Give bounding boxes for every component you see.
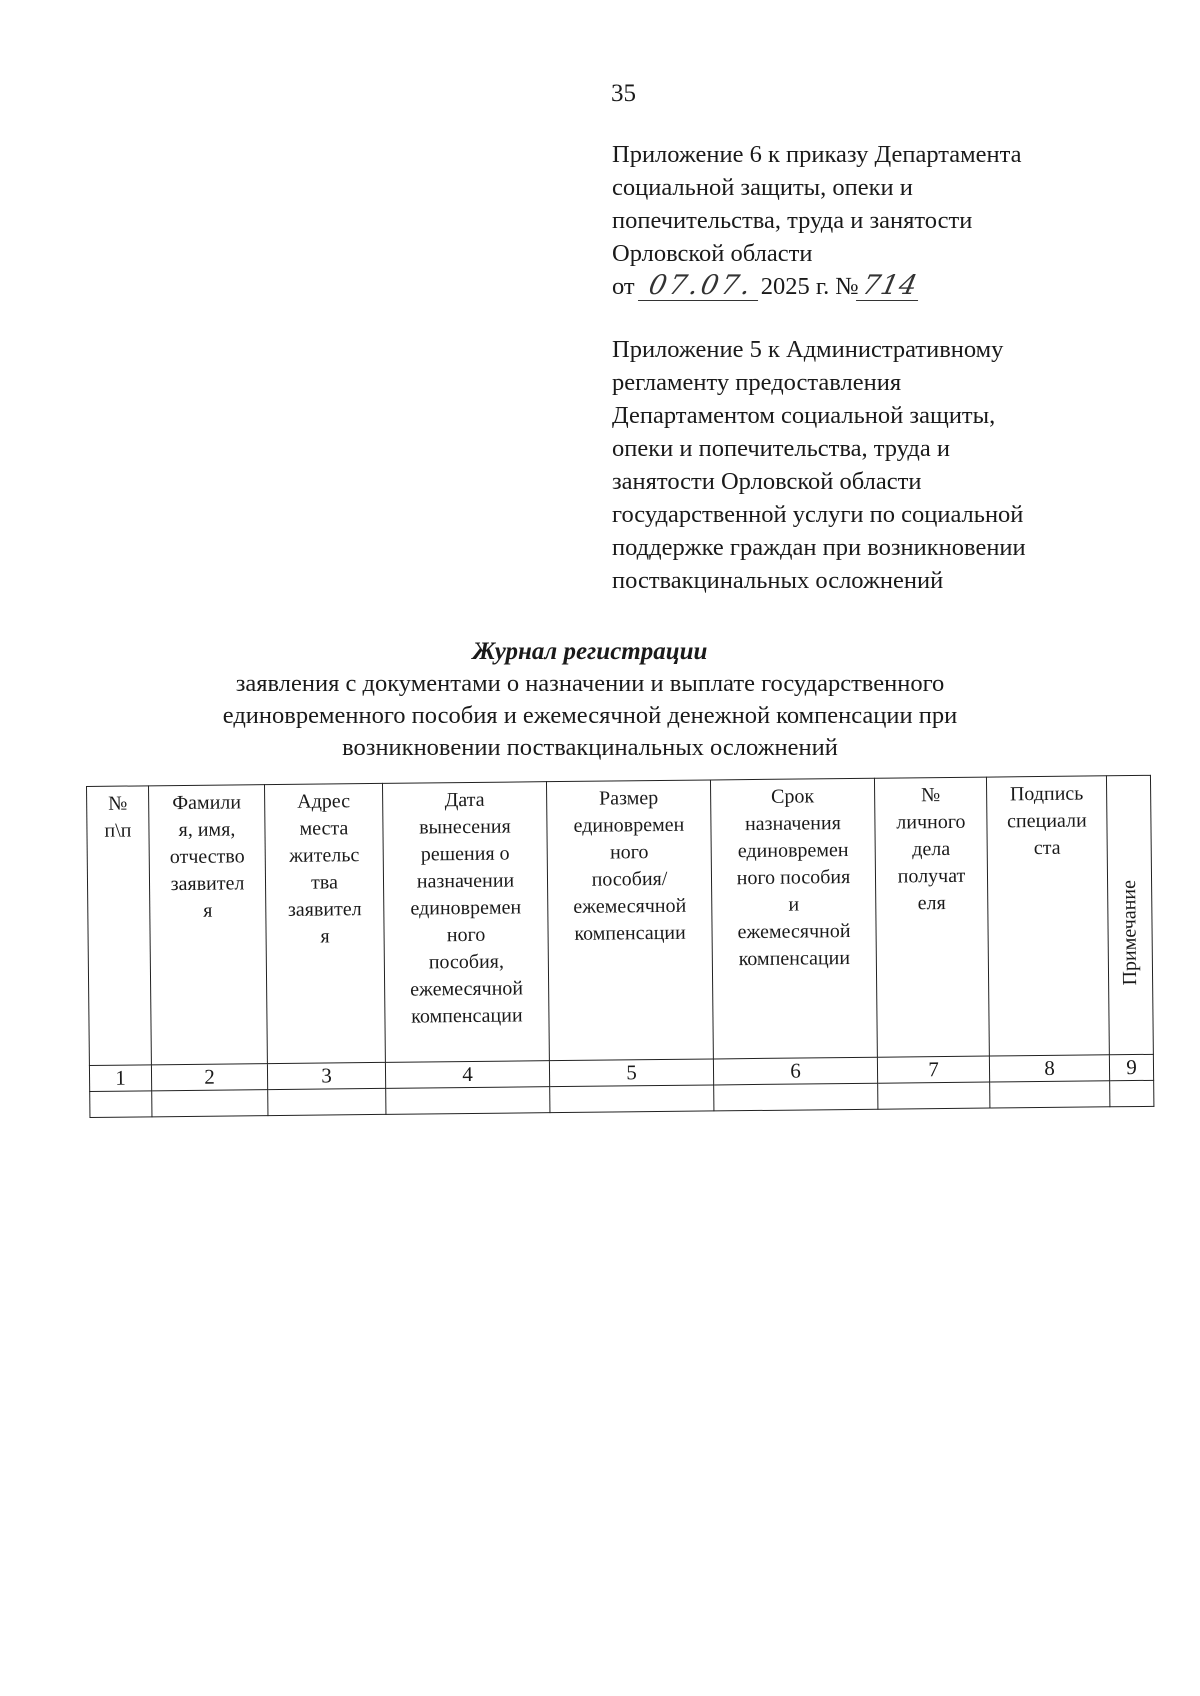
header-cell (546, 780, 713, 1060)
date-suffix: 2025 г. № (760, 273, 859, 300)
column-number: 2 (151, 1063, 267, 1090)
empty-cell (550, 1085, 714, 1113)
header-cell-line: вынесения (419, 815, 511, 839)
header-note-label: Примечание (1118, 880, 1142, 986)
appendix-order-line: Орловской области (612, 240, 813, 267)
date-prefix: от (612, 273, 635, 300)
header-cell (874, 777, 989, 1057)
column-number: 6 (713, 1057, 877, 1085)
journal-subtitle-line: возникновении поствакцинальных осложнений (342, 734, 838, 761)
header-cell (87, 786, 152, 1065)
empty-cell (714, 1083, 878, 1111)
handwritten-order-number: 714 (856, 272, 924, 301)
column-number: 5 (549, 1059, 713, 1087)
appendix-regulation-line: Департаментом социальной защиты, (612, 402, 996, 429)
empty-cell (386, 1087, 550, 1115)
header-cell-line: специали (1006, 809, 1087, 833)
handwritten-date: 07.07. (638, 272, 764, 301)
header-cell-line: ежемесячной (737, 920, 851, 944)
header-cell-line: компенсации (574, 921, 686, 945)
header-cell-line: заявител (287, 898, 362, 921)
empty-cell (878, 1082, 990, 1109)
header-cell-line: я (320, 925, 330, 948)
header-cell-line: ного пособия (736, 866, 851, 890)
header-cell-line: № (920, 784, 941, 807)
order-date-line (612, 270, 1092, 303)
header-cell-line: я, имя, (178, 818, 236, 842)
empty-cell (1110, 1080, 1154, 1107)
header-cell-line: места (299, 817, 349, 840)
header-cell-line: Фамили (172, 791, 242, 815)
appendix-regulation-line: поствакцинальных осложнений (612, 567, 944, 594)
header-cell-line: жительс (289, 844, 360, 867)
registration-journal-table (86, 775, 1153, 1118)
header-cell-line: пособия/ (591, 867, 668, 891)
header-cell (382, 782, 549, 1062)
header-cell (149, 785, 268, 1065)
appendix-order-line: попечительства, труда и занятости (612, 207, 973, 234)
header-cell-line: Размер (598, 787, 659, 810)
header-cell-line: ста (1033, 836, 1061, 860)
column-number: 9 (1109, 1054, 1153, 1081)
header-cell-line: Подпись (1009, 782, 1084, 806)
header-cell-line: тва (311, 871, 339, 894)
journal-title-block (150, 636, 1030, 764)
empty-cell (990, 1081, 1110, 1108)
header-cell-line: единовремен (573, 813, 685, 837)
header-cell-line: единовремен (737, 839, 849, 863)
column-number: 7 (877, 1056, 989, 1083)
journal-subtitle-line: единовременного пособия и ежемесячной денежной компенсации при (222, 702, 958, 729)
header-cell-line: назначения (744, 812, 841, 836)
header-cell-line: отчество (169, 845, 245, 869)
appendix-regulation-line: регламенту предоставления (612, 369, 902, 396)
appendix-regulation-line: государственной услуги по социальной (612, 501, 1024, 528)
header-cell-line: личного (896, 810, 966, 834)
appendix-order-block (612, 138, 1092, 303)
empty-cell (268, 1088, 386, 1115)
header-cell-line: и (788, 893, 800, 916)
header-cell-line: назначении (416, 869, 515, 893)
appendix-order-line: социальной защиты, опеки и (612, 174, 913, 201)
header-cell-note (1106, 775, 1153, 1054)
column-number: 3 (267, 1062, 385, 1089)
header-cell-line: Срок (771, 785, 815, 808)
header-cell-line: Адрес (297, 790, 351, 813)
header-cell-line: компенсации (738, 947, 851, 971)
header-cell-line: ежемесячной (573, 894, 687, 918)
header-cell-line: № (108, 792, 128, 815)
header-cell-line: ного (446, 923, 486, 947)
header-cell-line: еля (917, 892, 946, 915)
appendix-regulation-line: опеки и попечительства, труда и (612, 435, 950, 462)
header-cell-line: дела (912, 837, 951, 861)
column-number: 4 (385, 1060, 549, 1088)
header-cell-line: п\п (104, 819, 132, 842)
appendix-regulation-line: занятости Орловской области (612, 468, 922, 495)
header-cell-line: Дата (444, 788, 485, 812)
appendix-regulation-block (612, 333, 1102, 597)
header-cell-line: заявител (170, 872, 245, 896)
header-cell-line: я (203, 899, 213, 922)
header-cell-line: пособия, (428, 950, 505, 974)
journal-title: Журнал регистрации (472, 638, 708, 665)
header-cell-line: решения о (420, 842, 510, 866)
appendix-regulation-line: поддержке граждан при возникновении (612, 534, 1026, 561)
header-cell-line: получат (897, 864, 966, 888)
column-number: 1 (89, 1065, 151, 1092)
appendix-order-line: Приложение 6 к приказу Департамента (612, 141, 1022, 168)
header-cell (710, 778, 877, 1058)
header-cell-line: ежемесячной (410, 977, 524, 1001)
journal-subtitle-line: заявления с документами о назначении и выплате государственного (235, 670, 945, 697)
header-cell-line: ного (609, 841, 649, 864)
header-cell-line: единовремен (410, 896, 522, 920)
header-cell-line: компенсации (411, 1004, 523, 1028)
header-cell (986, 776, 1109, 1056)
appendix-regulation-line: Приложение 5 к Административному (612, 336, 1004, 363)
header-cell (264, 783, 385, 1063)
empty-cell (90, 1091, 152, 1118)
column-number: 8 (989, 1055, 1109, 1082)
empty-cell (152, 1089, 268, 1116)
page-number: 35 (611, 80, 636, 107)
table-header-row (87, 775, 1154, 1065)
